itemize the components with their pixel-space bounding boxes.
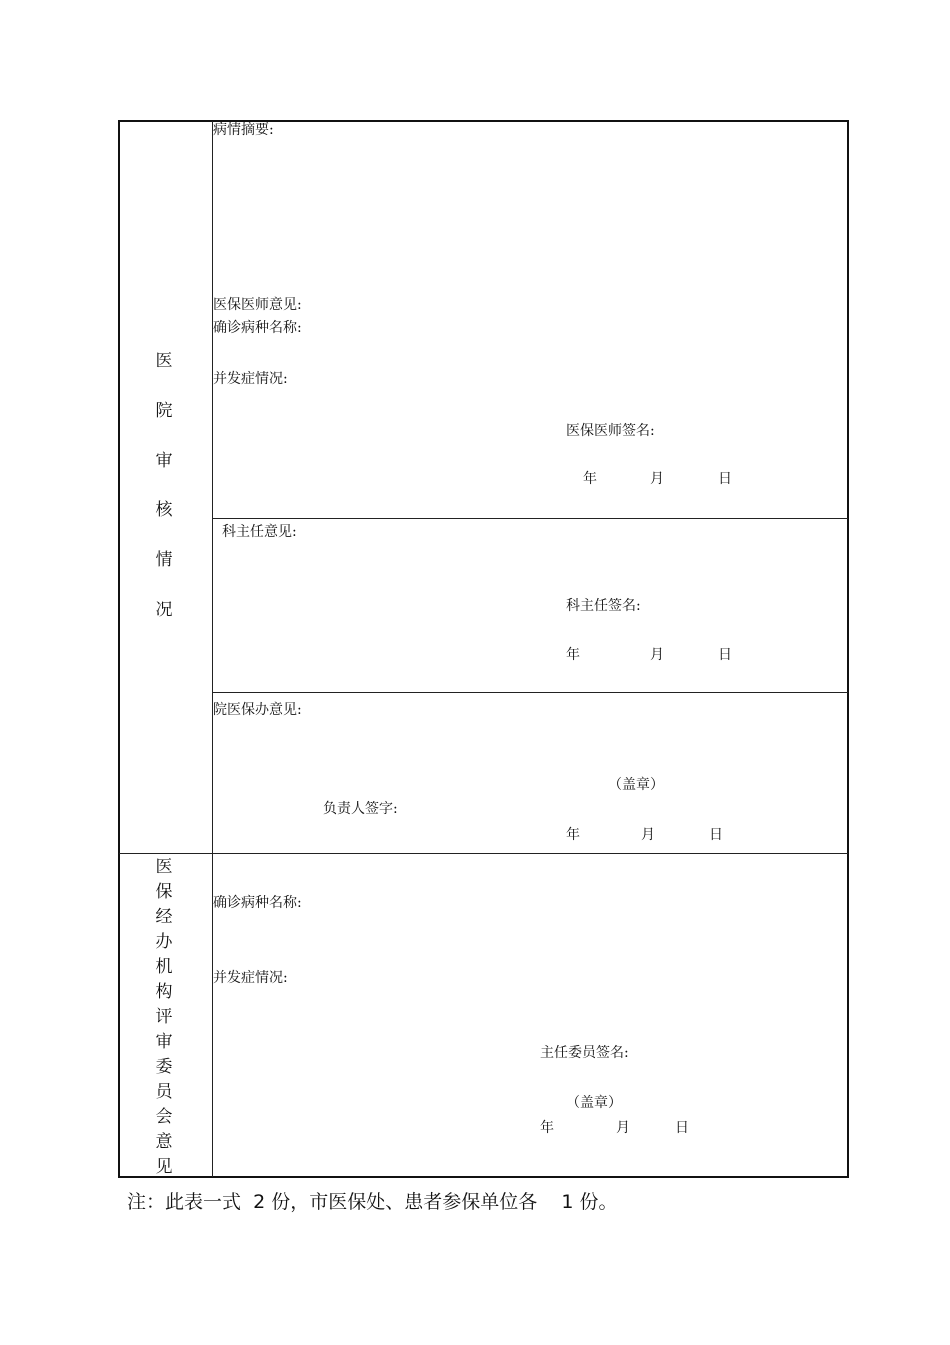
date-year: 年 bbox=[583, 471, 597, 487]
insurance-doctor-signature-label: 医保医师签名: bbox=[566, 423, 655, 439]
insurance-doctor-opinion-label: 医保医师意见: bbox=[213, 297, 302, 313]
row-divider-committee bbox=[119, 853, 848, 854]
row-divider-office bbox=[212, 692, 848, 693]
date-month: 月 bbox=[650, 471, 664, 487]
date-day: 日 bbox=[709, 827, 723, 843]
committee-confirmed-disease-label: 确诊病种名称: bbox=[213, 895, 302, 911]
hospital-review-label-char: 情 bbox=[155, 550, 173, 570]
date-month: 月 bbox=[641, 827, 655, 843]
chair-signature-label: 主任委员签名: bbox=[540, 1045, 629, 1061]
date-month: 月 bbox=[650, 647, 664, 663]
hospital-review-label-char: 核 bbox=[155, 500, 173, 520]
committee-review-label-char: 意 bbox=[155, 1132, 173, 1152]
date-day: 日 bbox=[718, 471, 732, 487]
footnote: 注：此表一式 2 份，市医保处、患者参保单位各 1 份。 bbox=[127, 1191, 618, 1213]
seal-label: （盖章） bbox=[608, 777, 664, 793]
illness-summary-label: 病情摘要: bbox=[213, 122, 274, 138]
committee-review-label-char: 经 bbox=[155, 907, 173, 927]
hospital-review-label-char: 况 bbox=[155, 600, 173, 620]
hospital-review-label-char: 医 bbox=[155, 351, 173, 371]
committee-review-label-char: 医 bbox=[155, 857, 173, 877]
committee-review-label-char: 员 bbox=[155, 1082, 173, 1102]
committee-review-label-char: 保 bbox=[155, 882, 173, 902]
committee-review-label-char: 办 bbox=[155, 932, 173, 952]
hospital-review-label-char: 院 bbox=[155, 401, 173, 421]
hospital-office-opinion-label: 院医保办意见: bbox=[213, 702, 302, 718]
committee-review-label-char: 会 bbox=[155, 1107, 173, 1127]
date-month: 月 bbox=[616, 1120, 630, 1136]
date-year: 年 bbox=[566, 647, 580, 663]
committee-review-label-char: 见 bbox=[155, 1157, 173, 1177]
date-year: 年 bbox=[566, 827, 580, 843]
committee-complications-label: 并发症情况: bbox=[213, 970, 288, 986]
row-divider-director bbox=[212, 518, 848, 519]
date-year: 年 bbox=[540, 1120, 554, 1136]
committee-review-label-char: 机 bbox=[155, 957, 173, 977]
director-signature-label: 科主任签名: bbox=[566, 598, 641, 614]
director-opinion-label: 科主任意见: bbox=[222, 524, 297, 540]
responsible-person-signature-label: 负责人签字: bbox=[323, 801, 398, 817]
confirmed-disease-label: 确诊病种名称: bbox=[213, 320, 302, 336]
date-day: 日 bbox=[718, 647, 732, 663]
committee-review-label-char: 构 bbox=[155, 982, 173, 1002]
column-divider bbox=[212, 121, 213, 1177]
hospital-review-label-char: 审 bbox=[155, 451, 173, 471]
date-day: 日 bbox=[675, 1120, 689, 1136]
committee-review-label-char: 审 bbox=[155, 1032, 173, 1052]
review-form-table bbox=[118, 120, 849, 1178]
committee-review-label-char: 委 bbox=[155, 1057, 173, 1077]
complications-label: 并发症情况: bbox=[213, 371, 288, 387]
committee-seal-label: （盖章） bbox=[566, 1095, 622, 1111]
committee-review-label-char: 评 bbox=[155, 1007, 173, 1027]
